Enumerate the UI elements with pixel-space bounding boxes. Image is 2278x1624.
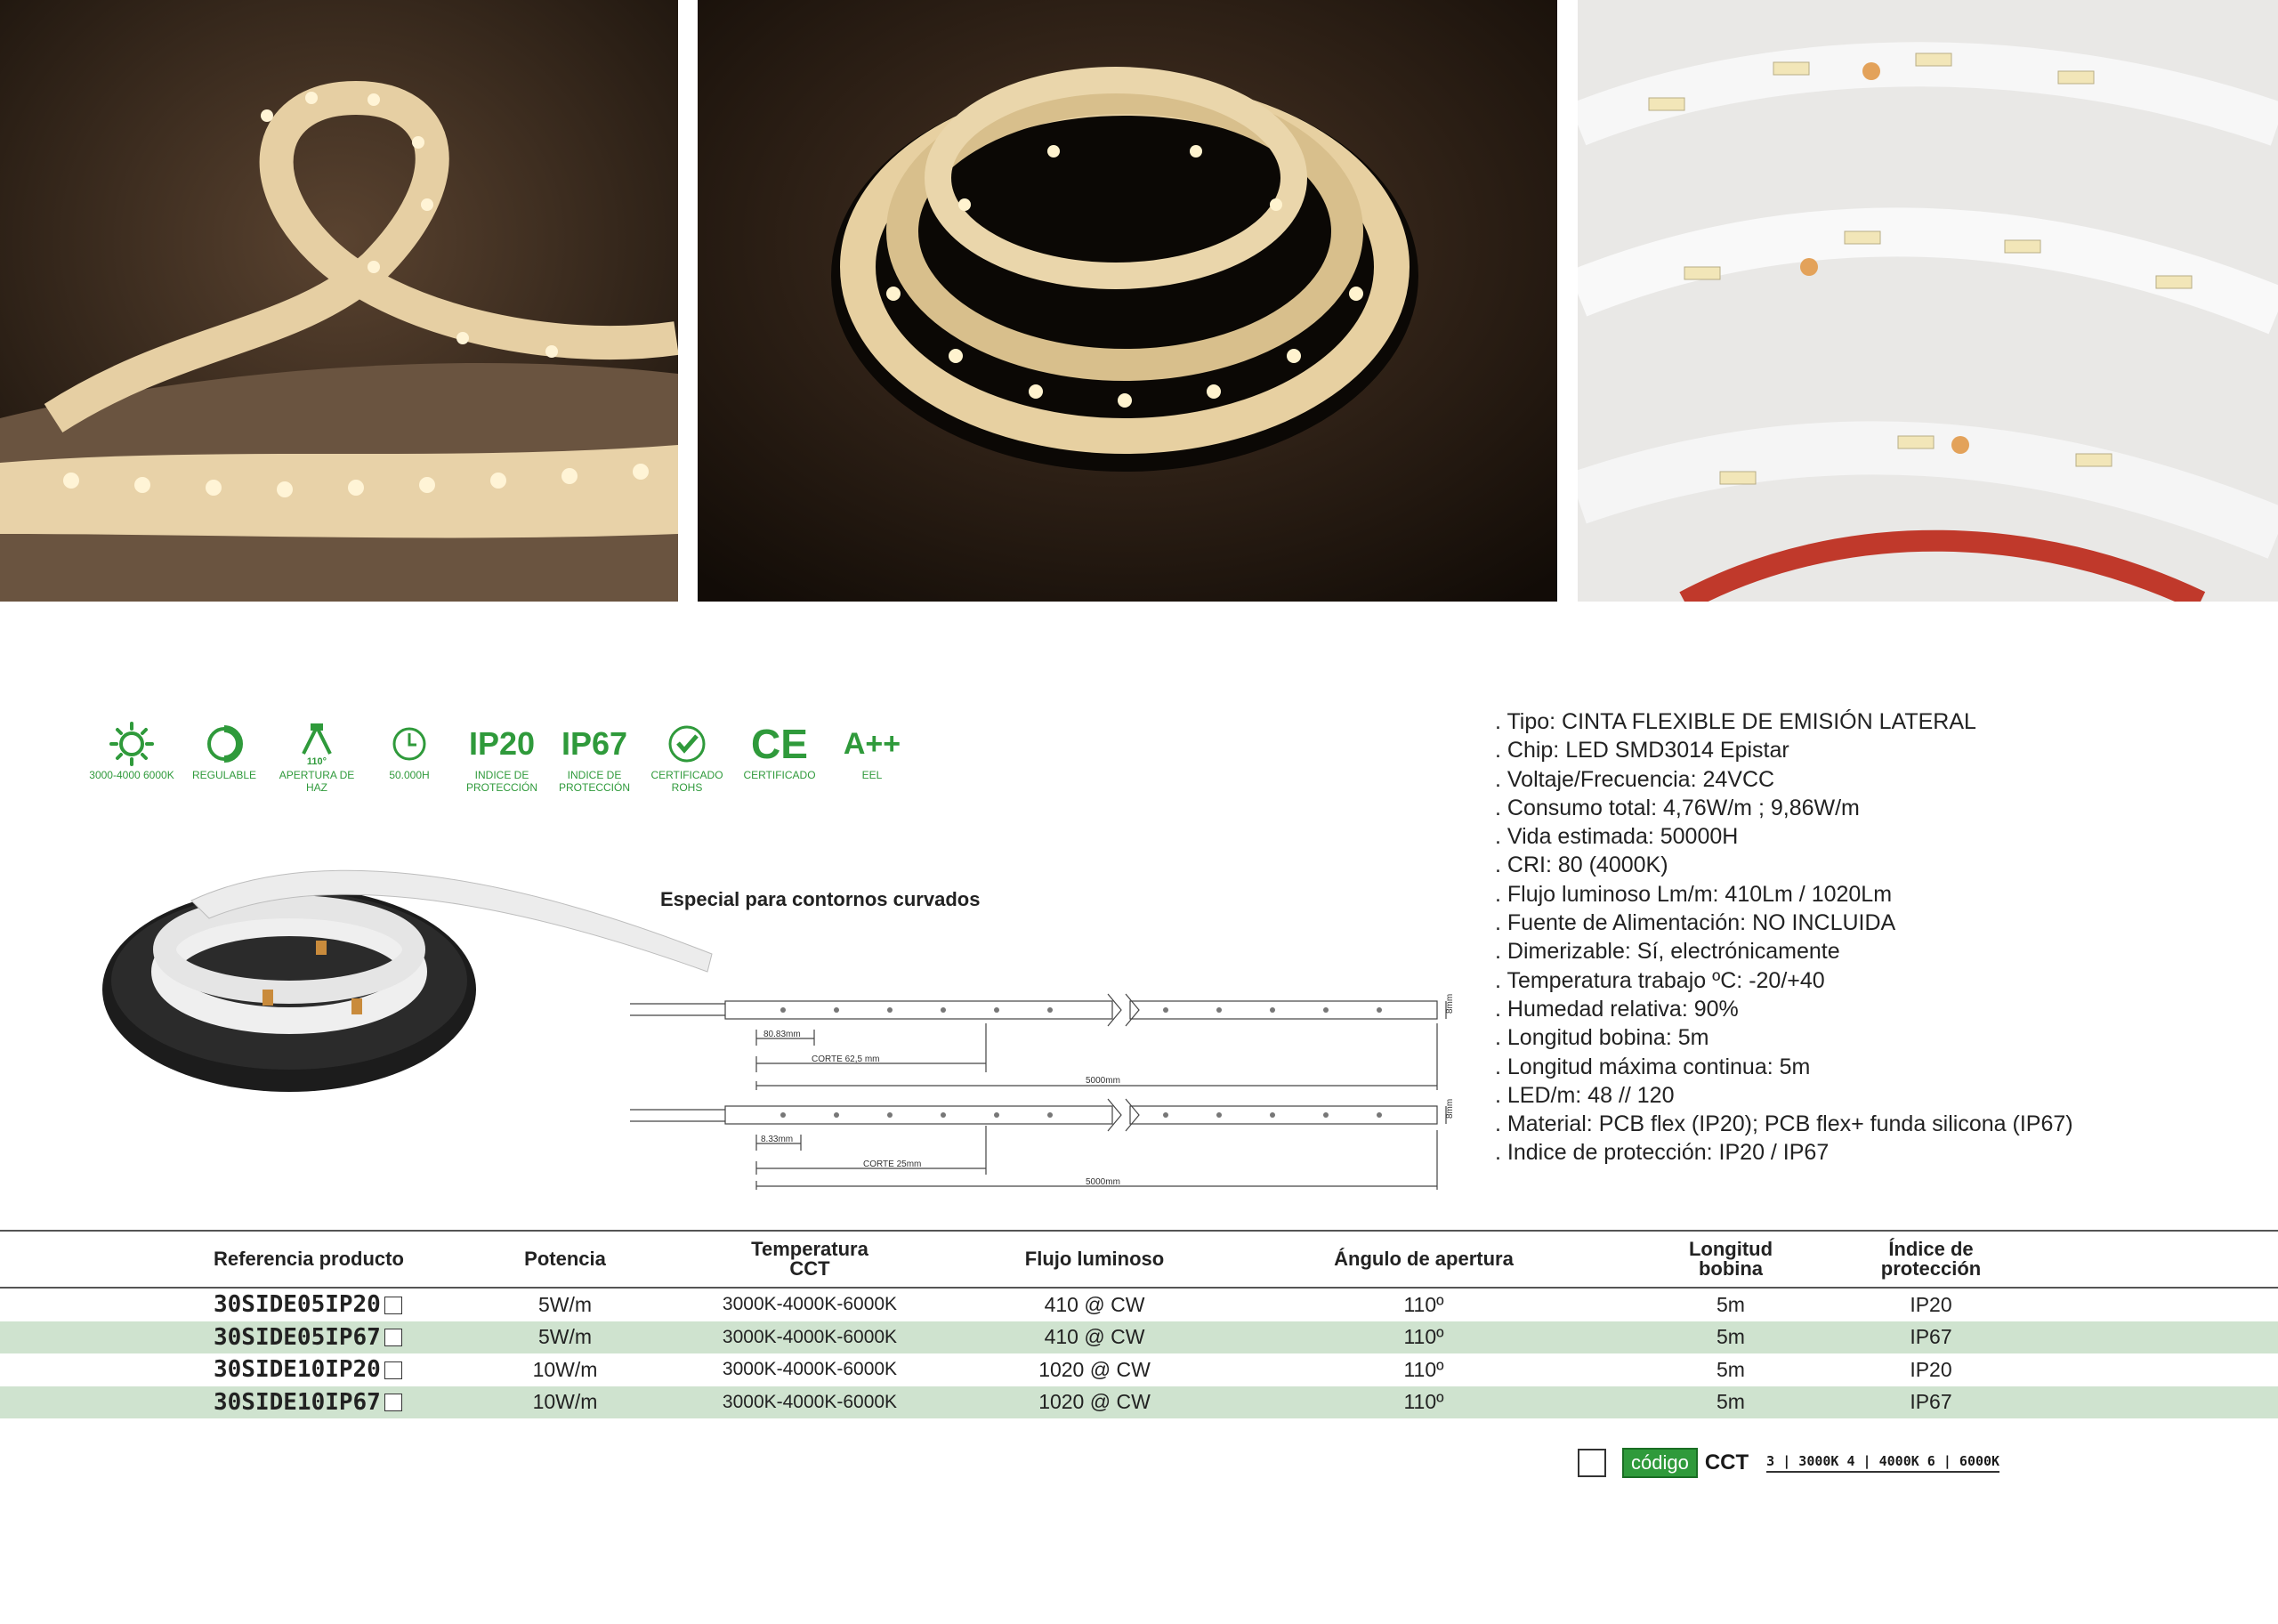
feature-beam-angle [272, 719, 361, 794]
sun-icon [87, 719, 176, 769]
strip1-width: 8mm [1445, 993, 1455, 1014]
rohs-icon [642, 719, 731, 769]
cct-code-box [384, 1297, 402, 1314]
beam-angle-icon [272, 719, 361, 769]
cell-cct: 3000K-4000K-6000K [722, 1294, 898, 1315]
cct-code-box [384, 1329, 402, 1346]
code-placeholder-box [1578, 1449, 1606, 1477]
product-reference: 30SIDE05IP20 [214, 1291, 381, 1319]
cell-flux: 1020 @ CW [961, 1386, 1228, 1419]
product-reference: 30SIDE10IP20 [214, 1356, 381, 1384]
table-row [0, 1288, 2278, 1321]
cell-power: 5W/m [537, 1292, 593, 1316]
cell-cct: 3000K-4000K-6000K [658, 1386, 961, 1419]
spec-item: . Humedad relativa: 90% [1495, 996, 1739, 1022]
cell-spacer [2020, 1288, 2278, 1321]
feature-ip20-label: INDICE DE PROTECCIÓN [465, 769, 537, 794]
cell-power: 10W/m [532, 1357, 598, 1381]
spec-item: . Fuente de Alimentación: NO INCLUIDA [1495, 910, 1896, 936]
strip-dimension-diagram [623, 974, 1459, 1197]
cell-angle: 110º [1403, 1357, 1444, 1381]
strip2-width: 8mm [1445, 1098, 1455, 1119]
feature-beam-angle-label: APERTURA DE HAZ [279, 769, 355, 794]
feature-ce [735, 719, 824, 794]
clock-icon [365, 719, 454, 769]
col-header-power: Potencia [472, 1231, 658, 1288]
feature-cct-label: 3000-4000 6000K [89, 769, 174, 781]
table-row [0, 1353, 2278, 1386]
photo-led-strip-curl [0, 0, 678, 602]
cell-spacer [2020, 1353, 2278, 1386]
feature-ip20 [457, 719, 546, 794]
cell-ref [0, 1386, 472, 1419]
spec-item: . Temperatura trabajo ºC: -20/+40 [1495, 967, 1825, 993]
spec-item: . Chip: LED SMD3014 Epistar [1495, 738, 1789, 764]
col-header-length: Longitud bobina [1620, 1231, 1842, 1288]
codigo-label: código [1622, 1448, 1698, 1478]
product-reference: 30SIDE05IP67 [214, 1323, 381, 1351]
cell-ref [0, 1288, 472, 1321]
spec-item: . Longitud máxima continua: 5m [1495, 1054, 1811, 1079]
spec-item: . CRI: 80 (4000K) [1495, 852, 1668, 878]
feature-rohs [642, 719, 731, 794]
beam-angle-value: 110° [306, 756, 327, 766]
cell-flux: 410 @ CW [1044, 1292, 1145, 1316]
product-reference: 30SIDE10IP67 [214, 1388, 381, 1416]
product-table [0, 1230, 2278, 1418]
ip67-icon: IP67 [561, 725, 628, 762]
feature-ce-label: CERTIFICADO [743, 769, 816, 781]
cell-length: 5m [1620, 1386, 1842, 1419]
cct-code-box [384, 1394, 402, 1411]
feature-ip67-label: INDICE DE PROTECCIÓN [558, 769, 630, 794]
cell-power: 10W/m [472, 1386, 658, 1419]
feature-ip67 [550, 719, 639, 794]
spec-item: . Material: PCB flex (IP20); PCB flex+ funda silicona (IP67) [1495, 1111, 2073, 1137]
spec-item: . Tipo: CINTA FLEXIBLE DE EMISIÓN LATERAL [1495, 709, 1976, 734]
spec-list [1495, 707, 2073, 1168]
strip1-pitch: 80.83mm [763, 1030, 801, 1039]
col-header-ref: Referencia producto [0, 1231, 472, 1288]
col-header-spacer [2020, 1231, 2278, 1288]
feature-dimmable [180, 719, 269, 794]
cell-ip: IP20 [1910, 1357, 1952, 1381]
dimmable-icon [180, 719, 269, 769]
cell-ip: IP20 [1910, 1292, 1952, 1316]
cell-spacer [2020, 1321, 2278, 1354]
spec-item: . Longitud bobina: 5m [1495, 1025, 1709, 1051]
strip1-length: 5000mm [1086, 1076, 1120, 1086]
spec-item: . Vida estimada: 50000H [1495, 824, 1739, 850]
col-header-angle: Ángulo de apertura [1228, 1231, 1620, 1288]
strip2-cut: CORTE 25mm [863, 1159, 922, 1169]
reel-caption: Especial para contornos curvados [660, 888, 981, 910]
table-row [0, 1386, 2278, 1419]
feature-cct [87, 719, 176, 794]
feature-icons [87, 719, 920, 794]
cell-ip: IP67 [1842, 1386, 2020, 1419]
photo-led-strip-closeup [1578, 0, 2278, 602]
cell-length: 5m [1717, 1292, 1745, 1316]
cell-spacer [2020, 1386, 2278, 1419]
energy-class-icon: A++ [843, 726, 901, 761]
strip2-length: 5000mm [1086, 1177, 1120, 1187]
feature-dimmable-label: REGULABLE [191, 769, 257, 781]
table-header-row [0, 1231, 2278, 1288]
feature-rohs-label: CERTIFICADO ROHS [650, 769, 723, 794]
cell-angle: 110º [1228, 1386, 1620, 1419]
strip2-pitch: 8.33mm [761, 1135, 794, 1144]
cell-length: 5m [1620, 1321, 1842, 1354]
feature-lifetime-label: 50.000H [389, 769, 430, 781]
cell-ip: IP67 [1842, 1321, 2020, 1354]
spec-item: . LED/m: 48 // 120 [1495, 1082, 1675, 1108]
col-header-cct: Temperatura CCT [658, 1231, 961, 1288]
cct-code-box [384, 1361, 402, 1379]
spec-item: . Flujo luminoso Lm/m: 410Lm / 1020Lm [1495, 881, 1893, 907]
spec-item: . Consumo total: 4,76W/m ; 9,86W/m [1495, 795, 1860, 820]
spec-item: . Indice de protección: IP20 / IP67 [1495, 1140, 1830, 1166]
cct-label: CCT [1704, 1450, 1749, 1475]
cell-flux: 1020 @ CW [1038, 1357, 1151, 1381]
cell-angle: 110º [1228, 1321, 1620, 1354]
feature-energy-class [828, 719, 917, 794]
strip1-cut: CORTE 62,5 mm [812, 1054, 880, 1064]
cell-cct: 3000K-4000K-6000K [722, 1359, 898, 1380]
col-header-ip: Índice de protección [1842, 1231, 2020, 1288]
cell-ref [0, 1321, 472, 1354]
photo-led-strip-reel-lit [698, 0, 1557, 602]
ce-icon: CE [751, 721, 808, 767]
feature-lifetime [365, 719, 454, 794]
table-body [0, 1288, 2278, 1418]
spec-item: . Dimerizable: Sí, electrónicamente [1495, 939, 1840, 965]
cell-angle: 110º [1403, 1292, 1444, 1316]
cell-length: 5m [1717, 1357, 1745, 1381]
feature-energy-class-label: EEL [861, 769, 883, 781]
cct-code-legend [1578, 1449, 1999, 1477]
cell-ref [0, 1353, 472, 1386]
ip20-icon: IP20 [468, 725, 536, 762]
cell-flux: 410 @ CW [961, 1321, 1228, 1354]
cell-cct: 3000K-4000K-6000K [658, 1321, 961, 1354]
spec-item: . Voltaje/Frecuencia: 24VCC [1495, 766, 1775, 792]
table-row [0, 1321, 2278, 1354]
cell-power: 5W/m [472, 1321, 658, 1354]
col-header-flux: Flujo luminoso [961, 1231, 1228, 1288]
cct-options: 3 | 3000K 4 | 4000K 6 | 6000K [1766, 1453, 1999, 1473]
